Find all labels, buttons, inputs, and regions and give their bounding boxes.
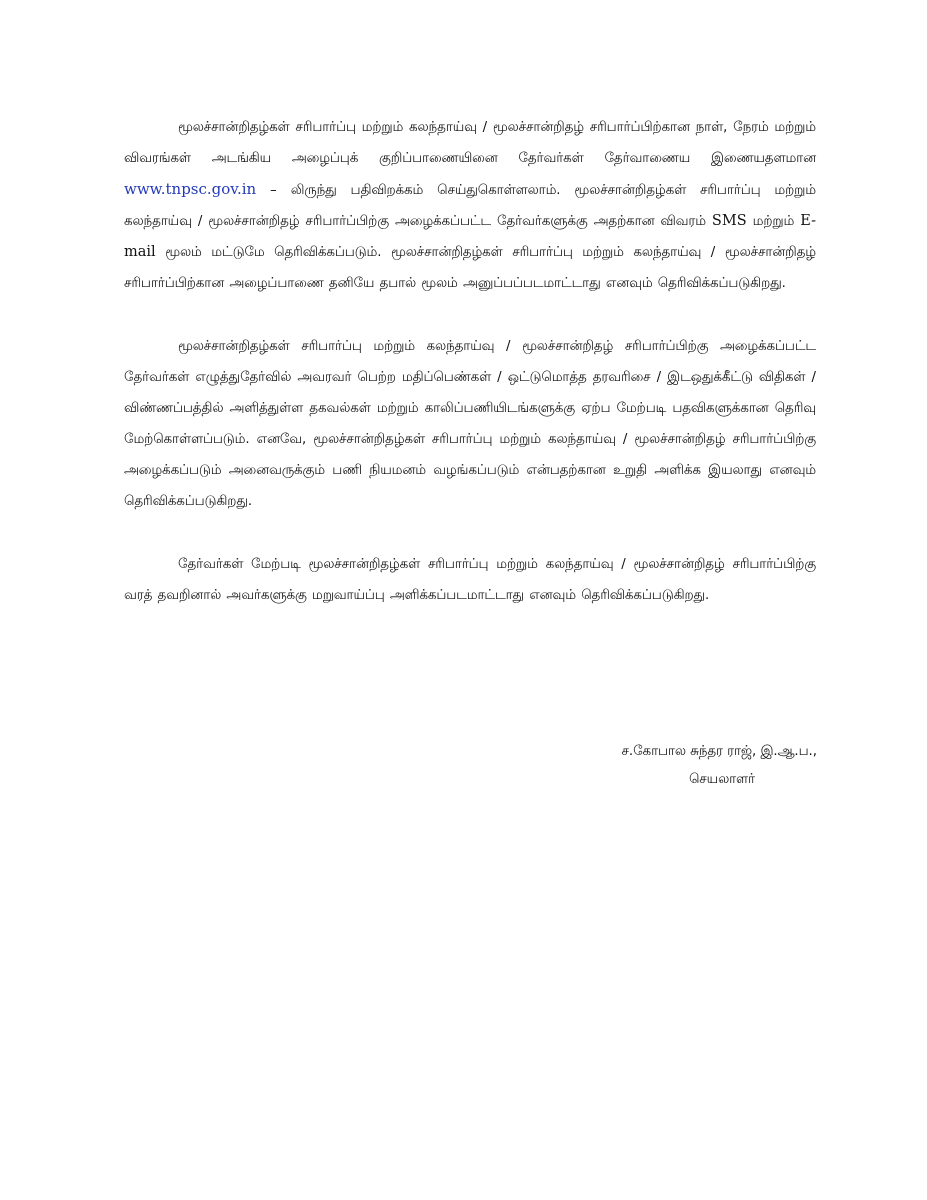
p1-text-b: – லிருந்து பதிவிறக்கம் செய்துகொள்ளலாம். மூலச்சான்றிதழ்கள் சரிபார்ப்பு மற்றும் கலந்தாய்வு / மூலச்சான்றிதழ் சரிபார்ப்பிற்கு அழைக்கப்பட்ட தேர்வர்களுக்கு அதற்கான விவரம்	[124, 183, 816, 229]
p1-email: E-mail	[124, 213, 817, 260]
signatory-name: ச.கோபால சுந்தர ராஜ், இ.ஆ.ப.,	[621, 744, 817, 759]
p1-text-d: மூலம் மட்டுமே தெரிவிக்கப்படும். மூலச்சான்றிதழ்கள் சரிபார்ப்பு மற்றும் கலந்தாய்வு / மூலச்சான்றிதழ் சரிபார்ப்பிற்கான அழைப்பாணை தனியே தபால் மூலம் அனுப்பப்படமாட்டாது எனவும் தெரிவிக்கப்படுகிறது.	[124, 245, 816, 291]
p1-text-c: மற்றும்	[752, 214, 795, 229]
paragraph-3: தேர்வர்கள் மேற்படி மூலச்சான்றிதழ்கள் சரிபார்ப்பு மற்றும் கலந்தாய்வு / மூலச்சான்றிதழ் சரிபார்ப்பிற்கு வரத் தவறினால் அவர்களுக்கு மறுவாய்ப்பு அளிக்கப்படமாட்டாது எனவும் தெரிவிக்கப்படுகிறது.	[124, 557, 816, 603]
signatory-title: செயலாளர்	[688, 772, 755, 787]
p1-text-a: மூலச்சான்றிதழ்கள் சரிபார்ப்பு மற்றும் கலந்தாய்வு / மூலச்சான்றிதழ் சரிபார்ப்பிற்கான நாள், நேரம் மற்றும் விவரங்கள் அடங்கிய அழைப்புக் குறிப்பாணையினை தேர்வர்கள் தேர்வாணைய இணையதளமான	[124, 120, 816, 166]
paragraph-2: மூலச்சான்றிதழ்கள் சரிபார்ப்பு மற்றும் கலந்தாய்வு / மூலச்சான்றிதழ் சரிபார்ப்பிற்கு அழைக்கப்பட்ட தேர்வர்கள் எழுத்துதேர்வில் அவரவர் பெற்ற மதிப்பெண்கள் / ஒட்டுமொத்த தரவரிசை / இடஒதுக்கீட்டு விதிகள் / விண்ணப்பத்தில் அளித்துள்ள தகவல்கள் மற்றும் காலிப்பணியிடங்களுக்கு ஏற்ப மேற்படி பதவிகளுக்கான தெரிவு மேற்கொள்ளப்படும். எனவே, மூலச்சான்றிதழ்கள் சரிபார்ப்பு மற்றும் கலந்தாய்வு / மூலச்சான்றிதழ் சரிபார்ப்பிற்கு அழைக்கப்படும் அனைவருக்கும் பணி நியமனம் வழங்கப்படும் என்பதற்கான உறுதி அளிக்க இயலாது எனவும் தெரிவிக்கப்படுகிறது.	[124, 339, 816, 509]
p1-sms: SMS	[711, 213, 747, 229]
signature-block	[577, 744, 817, 788]
tnpsc-website-link[interactable]: www.tnpsc.gov.in	[124, 180, 257, 198]
paragraph-1	[124, 112, 816, 299]
